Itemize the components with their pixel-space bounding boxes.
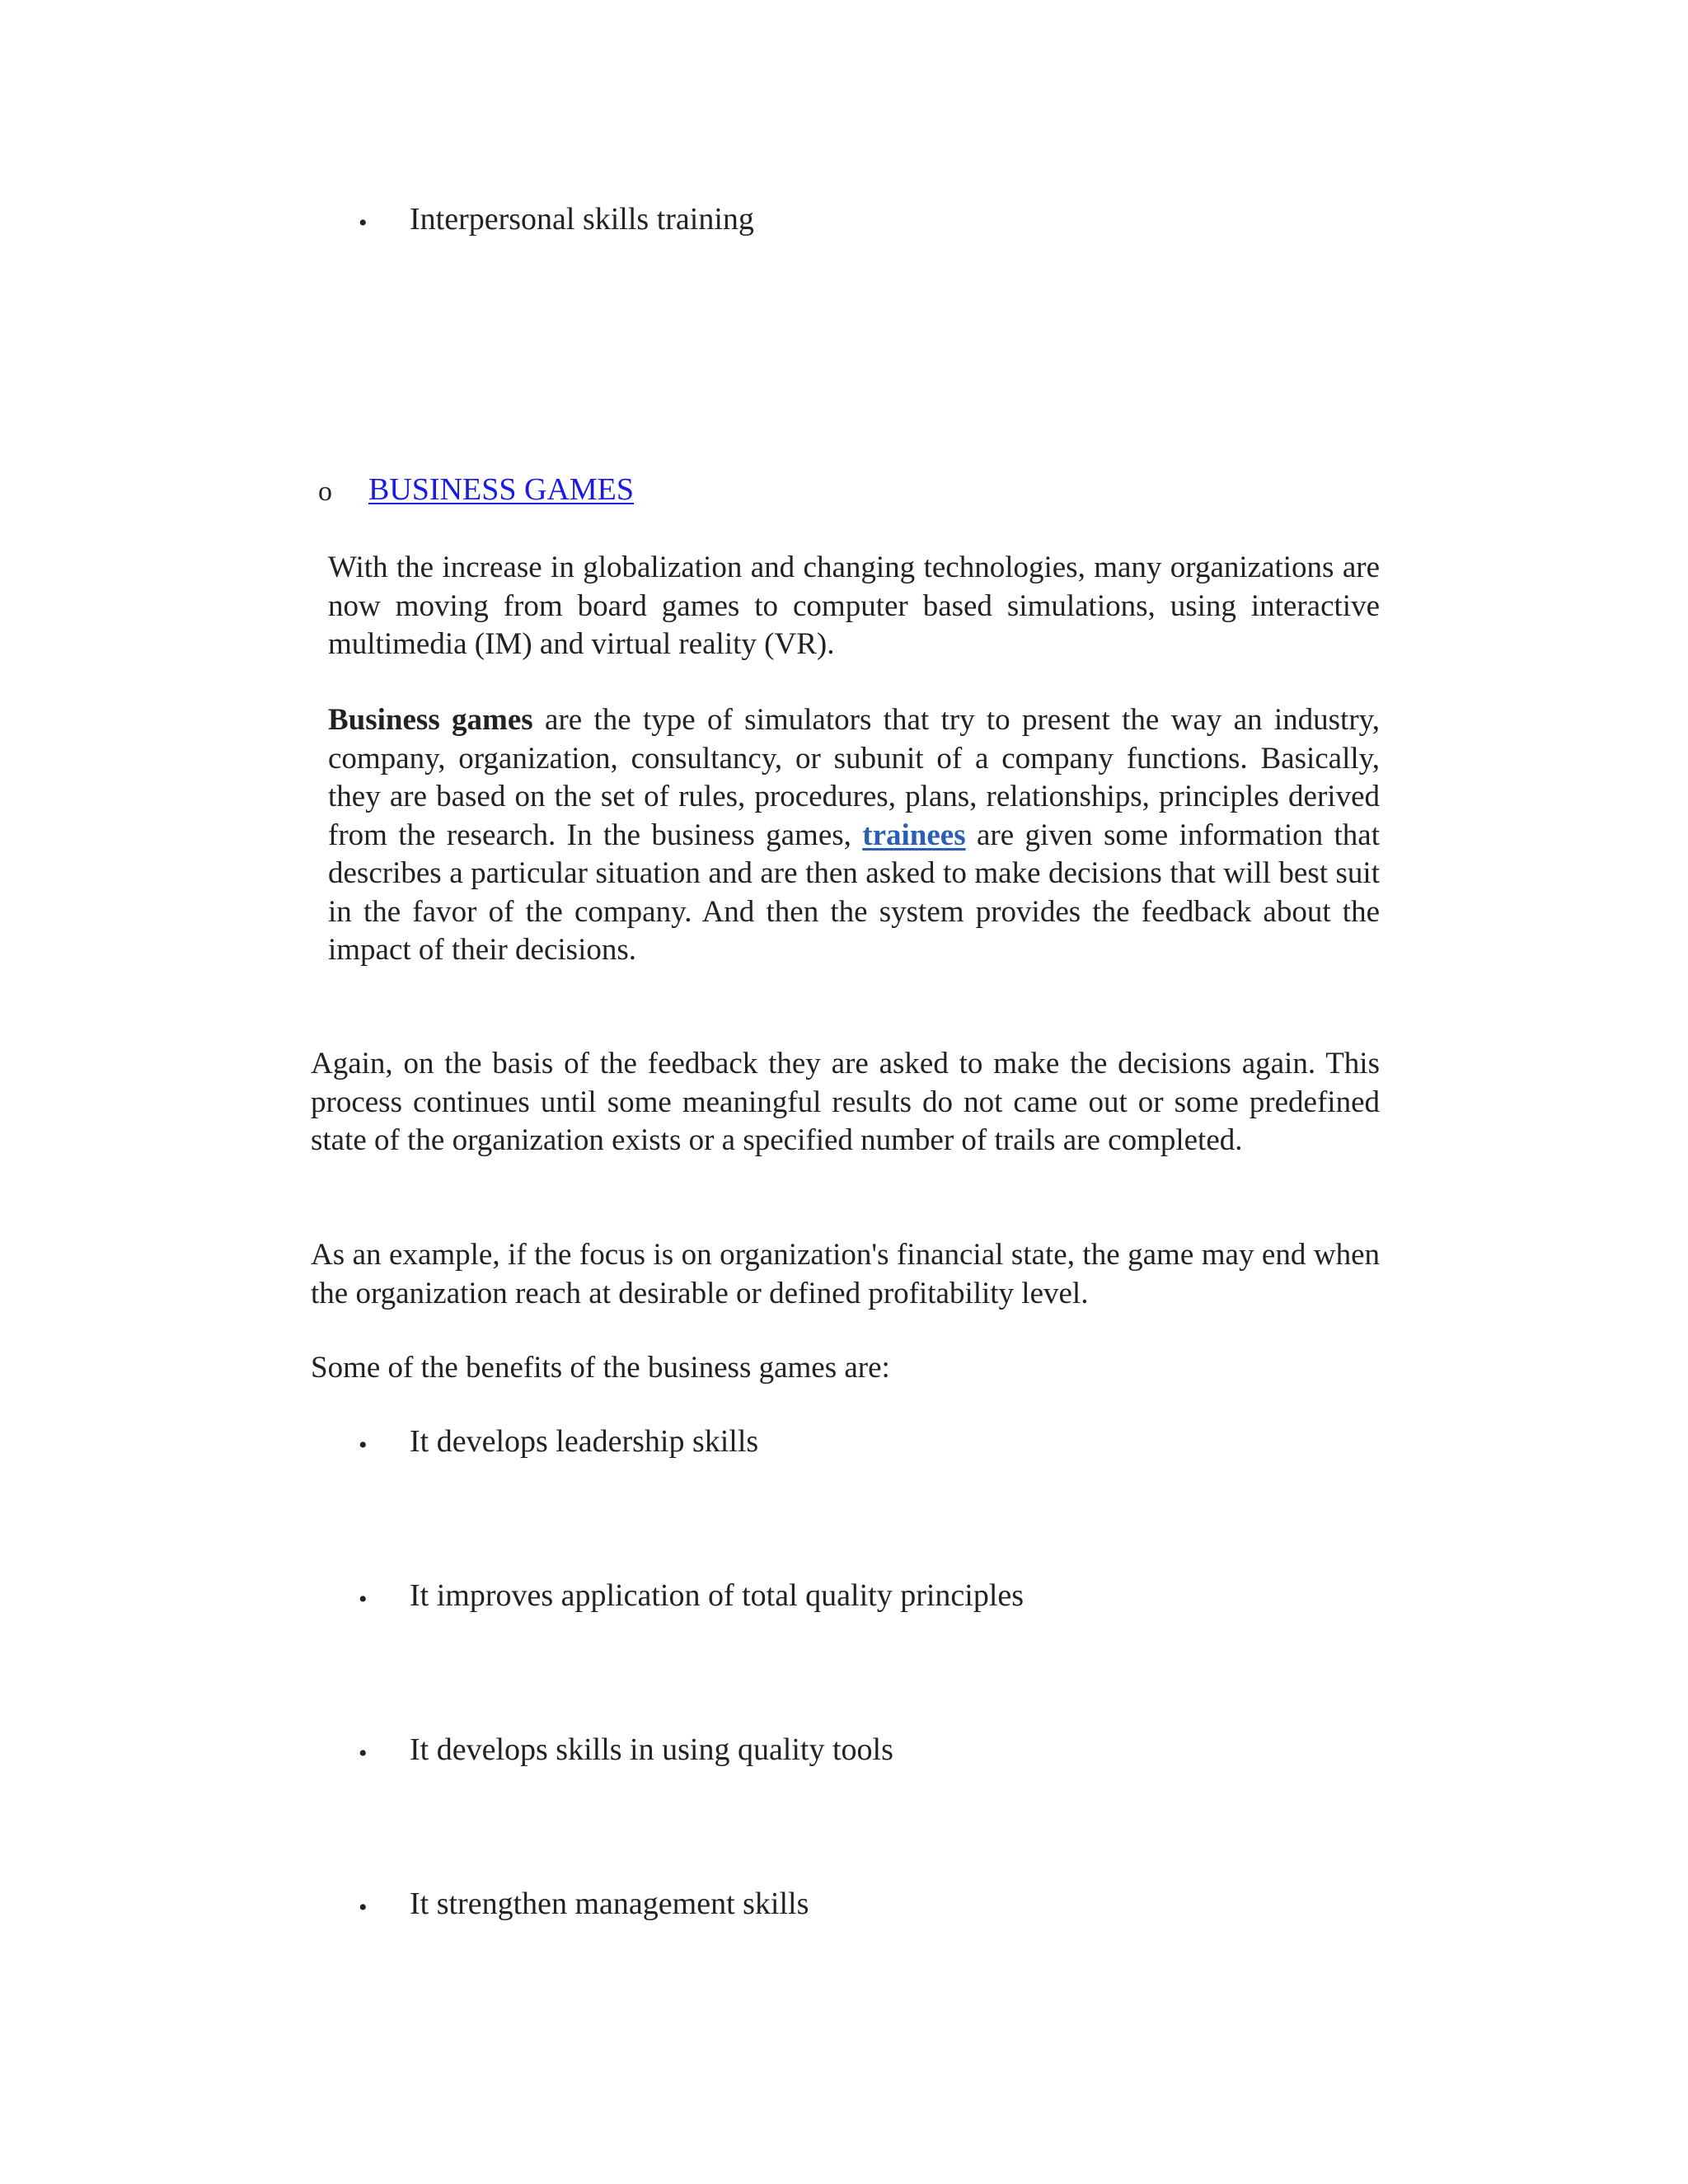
benefit-item-management: It strengthen management skills <box>410 1886 809 1921</box>
section-bullet-o: o <box>318 476 332 507</box>
again-paragraph: Again, on the basis of the feedback they are asked to make the decisions again. This process continues until some meaningful results do not came out or some predefined state of the organization exists or a specified number of trails are completed. <box>311 1047 1380 1157</box>
definition-paragraph <box>328 701 1380 970</box>
bullet-dot: • <box>359 1740 368 1767</box>
benefits-intro: Some of the benefits of the business games are: <box>311 1351 890 1385</box>
trainees-link[interactable]: trainees <box>862 818 966 852</box>
business-games-heading-link[interactable]: BUSINESS GAMES <box>368 472 635 507</box>
benefit-item-quality-tools: It develops skills in using quality tools <box>410 1732 893 1767</box>
bullet-dot: • <box>359 1586 368 1613</box>
definition-text-part2: are given some information that describes a particular situation and are then asked to make decisions that will best suit in the favor of the company. And then the system provides the feedback about the impact of their decisions. <box>328 818 1380 967</box>
bullet-dot: • <box>359 209 368 237</box>
bullet-dot: • <box>359 1432 368 1459</box>
intro-paragraph: With the increase in globalization and changing technologies, many organizations are now moving from board games to computer based simulations, using interactive multimedia (IM) and virtual reality (VR). <box>328 551 1380 661</box>
list-item-interpersonal: Interpersonal skills training <box>410 202 754 237</box>
definition-text-part1: are the type of simulators that try to present the way an industry, company, organization, consultancy, or subunit of a company functions. Basically, they are based on the set of rules, procedures, plans, relationships, principles derived from the research. In the business games, <box>328 703 1380 852</box>
benefit-item-leadership: It develops leadership skills <box>410 1424 759 1459</box>
example-paragraph: As an example, if the focus is on organization's financial state, the game may end when the organization reach at desirable or defined profitability level. <box>311 1238 1380 1310</box>
business-games-term: Business games <box>328 703 533 737</box>
bullet-dot: • <box>359 1894 368 1921</box>
benefit-item-quality-principles: It improves application of total quality principles <box>410 1578 1025 1613</box>
